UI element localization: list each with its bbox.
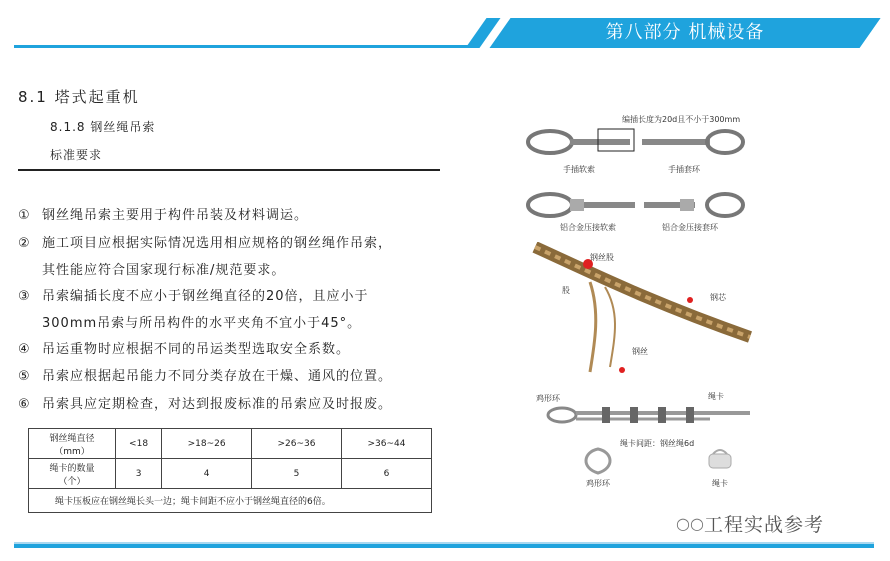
strand-label: 钢丝股 bbox=[590, 253, 614, 262]
cell-label: 绳卡的数量 bbox=[49, 463, 95, 474]
table-note: 绳卡压板应在钢丝绳长头一边；绳卡间距不应小于钢丝绳直径的6倍。 bbox=[29, 489, 432, 513]
requirement-item-continuation: 300mm吊索与所吊构件的水平夹角不宜小于45°。 bbox=[42, 316, 362, 331]
alloy-loop-label: 铝合金压接套环 bbox=[662, 223, 718, 232]
hand-soft-label: 手插软索 bbox=[563, 165, 595, 174]
section-topic: 标准要求 bbox=[50, 148, 103, 162]
section-subheading: 8.1.8 钢丝绳吊索 bbox=[50, 120, 156, 134]
table-cell: >26~36 bbox=[252, 429, 342, 459]
item-number: ① bbox=[18, 208, 31, 223]
requirement-item bbox=[18, 393, 392, 412]
item-number: ⑤ bbox=[18, 369, 31, 384]
clip-spacing-label: 绳卡间距：钢丝绳6d bbox=[620, 439, 695, 448]
table-cell: >18~26 bbox=[162, 429, 252, 459]
thimble-label: 鸡形环 bbox=[536, 394, 560, 403]
rope-clip-icon bbox=[705, 446, 735, 474]
item-number: ④ bbox=[18, 342, 31, 357]
item-text: 钢丝绳吊索主要用于构件吊装及材料调运。 bbox=[42, 208, 309, 223]
table-cell: 6 bbox=[341, 459, 431, 489]
table-cell: 3 bbox=[116, 459, 162, 489]
header-rule bbox=[14, 45, 474, 48]
thimble-caption: 鸡形环 bbox=[586, 479, 610, 488]
item-number: ② bbox=[18, 236, 31, 251]
requirement-item bbox=[18, 232, 392, 251]
heading-divider bbox=[18, 169, 440, 171]
cell-label: （个） bbox=[58, 476, 86, 487]
clip-caption: 绳卡 bbox=[712, 479, 728, 488]
braid-length-label: 编插长度为20d且不小于300mm bbox=[622, 115, 741, 124]
wire-label: 钢丝 bbox=[632, 347, 648, 356]
requirement-item-continuation: 其性能应符合国家现行标准/规范要求。 bbox=[42, 263, 286, 278]
item-text: 吊索编插长度不应小于钢丝绳直径的20倍，且应小于 bbox=[42, 289, 369, 304]
wechat-icon: ○○ bbox=[676, 514, 704, 533]
page-title: 第八部分 机械设备 bbox=[605, 22, 765, 43]
table-cell: 4 bbox=[162, 459, 252, 489]
table-cell: >36~44 bbox=[341, 429, 431, 459]
item-text: 吊索具应定期检查，对达到报废标准的吊索应及时报废。 bbox=[42, 397, 393, 412]
section-heading: 8.1 塔式起重机 bbox=[18, 88, 140, 106]
table-row-header bbox=[29, 429, 116, 459]
table-cell: 5 bbox=[252, 459, 342, 489]
item-text: 吊运重物时应根据不同的吊运类型选取安全系数。 bbox=[42, 342, 351, 357]
item-number: ③ bbox=[18, 289, 31, 304]
requirement-item bbox=[18, 365, 392, 384]
hand-loop-label: 手插套环 bbox=[668, 165, 700, 174]
thimble-icon bbox=[578, 446, 618, 476]
strand-left-label: 股 bbox=[562, 286, 570, 295]
core-label: 钢芯 bbox=[710, 293, 726, 302]
requirement-item bbox=[18, 285, 369, 304]
watermark-text: 工程实战参考 bbox=[704, 514, 825, 536]
table-row-header bbox=[29, 459, 116, 489]
alloy-soft-label: 铝合金压接软索 bbox=[560, 223, 616, 232]
footer-rule bbox=[14, 544, 874, 548]
requirement-item bbox=[18, 338, 350, 357]
item-text: 施工项目应根据实际情况选用相应规格的钢丝绳作吊索， bbox=[42, 236, 393, 251]
clip-label: 绳卡 bbox=[708, 392, 724, 401]
table-cell: <18 bbox=[116, 429, 162, 459]
cell-label: （mm） bbox=[54, 446, 90, 457]
item-text: 吊索应根据起吊能力不同分类存放在干燥、通风的位置。 bbox=[42, 369, 393, 384]
requirement-item bbox=[18, 204, 308, 223]
rope-clip-table bbox=[28, 428, 432, 513]
item-number: ⑥ bbox=[18, 397, 31, 412]
cell-label: 钢丝绳直径 bbox=[49, 433, 95, 444]
wire-rope-structure-figure bbox=[530, 242, 760, 382]
